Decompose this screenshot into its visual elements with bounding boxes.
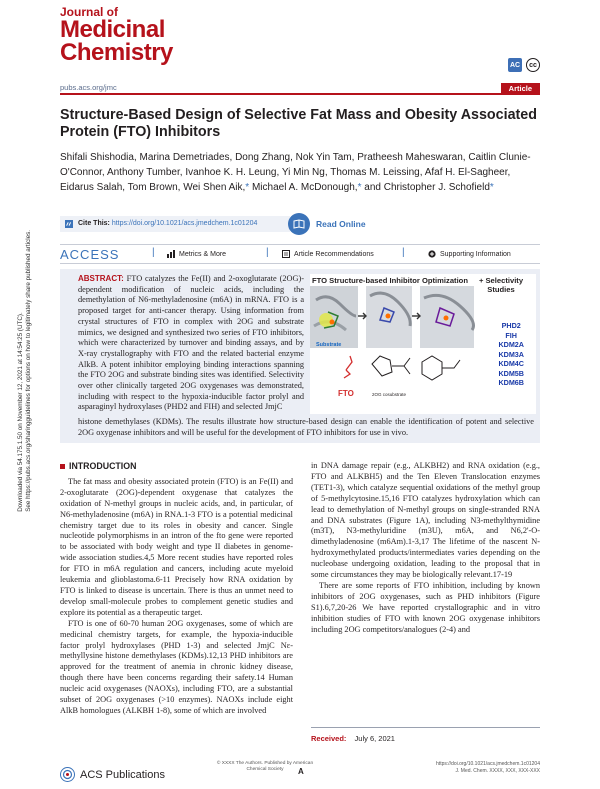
separator: | bbox=[152, 247, 155, 258]
side-note-line1: Downloaded via 54.175.1.50 on November 12, 2021 at 14:54:25 (UTC). bbox=[17, 312, 24, 512]
footer-doi-link[interactable]: https://doi.org/10.1021/acs.jmedchem.1c01204 bbox=[436, 761, 540, 767]
toc-fto-label: FTO bbox=[338, 389, 354, 398]
toc-structure-illustration bbox=[310, 286, 476, 412]
target-kdm2a: KDM2A bbox=[498, 340, 524, 349]
target-kdm5b: KDM5B bbox=[498, 368, 524, 378]
recommendations-link[interactable] bbox=[282, 250, 374, 258]
journal-logo-line2: Medicinal bbox=[60, 16, 165, 43]
toc-title-text: FTO Structure-based Inhibitor Optimization bbox=[312, 276, 468, 285]
intro-heading-text: INTRODUCTION bbox=[69, 461, 137, 471]
authors-end: and Christopher J. Schofield bbox=[361, 182, 490, 194]
side-note-line2[interactable]: See https://pubs.acs.org/sharingguidelines for options on how to legitimately share published articles. bbox=[25, 230, 32, 512]
author-list bbox=[60, 150, 540, 196]
supporting-info-link[interactable] bbox=[428, 250, 511, 258]
metrics-label: Metrics & More bbox=[179, 250, 227, 258]
access-label: ACCESS bbox=[60, 247, 120, 262]
corresponding-author-icon[interactable]: * bbox=[357, 182, 362, 194]
read-online-icon bbox=[288, 213, 310, 235]
author-choice-icon[interactable]: AC bbox=[508, 58, 522, 72]
corresponding-author-icon[interactable]: * bbox=[245, 182, 250, 194]
selectivity-target-list bbox=[498, 321, 524, 388]
toc-graphic[interactable] bbox=[310, 274, 536, 414]
metrics-icon bbox=[167, 250, 175, 258]
journal-logo-line1: Journal of bbox=[60, 5, 119, 19]
intro-paragraph-4: There are some reports of FTO inhibition, including by known inhibitors of 2OG oxygenases, such as PHD inhibitors (Figure S1).6,7,20-26 We have reported crystallographic and in vitro inhibition studies of FTO with known 2OG oxygenase inhibitors including 2OG competitors/analogues (2-4) and bbox=[311, 580, 540, 634]
cite-doi-link[interactable]: https://doi.org/10.1021/acs.jmedchem.1c01204 bbox=[111, 220, 258, 227]
corresponding-author-icon[interactable]: * bbox=[489, 182, 494, 194]
creative-commons-icon[interactable]: cc bbox=[526, 58, 540, 72]
read-online-button[interactable] bbox=[288, 212, 398, 236]
authors-text: Shifali Shishodia, Marina Demetriades, Dong Zhang, Nok Yin Tam, Pratheesh Maheswaran, Caitlin Clunie-O'Connor, Anthony Tumber, Ivanhoe K. H. Leung, Yi Min Ng, Thomas M. Leissing, Afaf H. El-Sagheer, Eidarus Salah, Tom Brown, Wei Shen Aik, bbox=[60, 152, 531, 194]
article-title: Structure-Based Design of Selective Fat Mass and Obesity Associated Protein (FTO) Inhibitors bbox=[60, 107, 537, 140]
target-kdm3a: KDM3A bbox=[498, 349, 524, 359]
intro-column-right bbox=[311, 461, 540, 636]
cite-row bbox=[60, 212, 540, 234]
cite-box bbox=[60, 216, 290, 232]
cite-label: Cite This: bbox=[78, 220, 110, 227]
received-value: July 6, 2021 bbox=[354, 734, 395, 743]
toc-cosubstrate-label: 2OG cosubstrate bbox=[372, 392, 407, 397]
supporting-info-icon bbox=[428, 250, 436, 258]
metrics-link[interactable] bbox=[167, 250, 226, 258]
target-fih: FIH bbox=[505, 330, 517, 340]
journal-logo[interactable] bbox=[60, 6, 190, 65]
access-bar bbox=[60, 244, 540, 264]
supporting-info-label: Supporting Information bbox=[440, 250, 511, 258]
header-divider bbox=[60, 93, 540, 95]
intro-paragraph-2: FTO is one of 60-70 human 2OG oxygenases, some of which are medicinal chemistry targets, for example, the hypoxia-inducible factor prolyl hydroxylases (PHD 1-3) and selected JmjC Nε-methyllysine histone demethylases (KDMs).12,13 PHD inhibitors are approved for the treatment of anemia in chronic kidney disease, though there have been concerns regarding their safety.14 Human nucleic acid oxygenases (NAOXs), including FTO, are a substantial subset of 2OG oxygenases (>10 enzymes). NAOXs include eight AlkB homologues (ALKBH 1-8), some of which are involved bbox=[60, 618, 293, 715]
page-footer bbox=[60, 759, 540, 785]
intro-paragraph-1: The fat mass and obesity associated protein (FTO) is an Fe(II) and 2-oxoglutarate (2OG)-dependent oxygenase that catalyzes the oxidation of N-methyl groups in nucleic acids, and, in particular, of N6-methyladenosine (m6A) in RNA.1-3 FTO is a potential medicinal chemistry target due to its roles in obesity and cancer. Single nucleotide polymorphisms in an intron of the fto gene were reported to be associated with body weight and type II diabetes in genome-wide association studies.4,5 More recent studies have reported roles for FTO in m6A regulation and cancers, including acute myeloid leukemia and glioblastoma.6-11 Precisely how RNA oxidation by FTO is linked to disease is uncertain. There is thus an unmet need to develop small-molecule probes to complement genetic studies and explore its potential as a therapeutic target. bbox=[60, 476, 293, 617]
copyright-notice: © XXXX The Authors. Published by American Chemical Society bbox=[216, 761, 314, 772]
article-icon bbox=[282, 250, 290, 258]
access-icons bbox=[508, 58, 540, 72]
abstract-body: FTO catalyzes the Fe(II) and 2-oxoglutarate (2OG)-dependent modification of nucleic acids, including the demethylation of N6-methyladenosine (m6A) in mRNA. FTO is a proposed target for anti-cancer therapy. Using information from crystal structures of FTO in complex with 2OG and substrate mimics, we designed and synthesized two series of FTO inhibitors, which were characterized by turnover and binding assays, and by X-ray crystallography with FTO and the related bacterial enzyme AlkB. A potent inhibitor employing binding interactions spanning the FTO 2OG and substrate binding sites was identified. Selectivity over other clinically targeted 2OG oxygenases was demonstrated, including with respect to the hypoxia-inducible factor prolyl and asparaginyl hydroxylases (PHD2 and FIH) and selected JmjC bbox=[78, 274, 305, 412]
journal-url[interactable]: pubs.acs.org/jmc bbox=[60, 83, 117, 92]
footer-citation: J. Med. Chem. XXXX, XXX, XXX-XXX bbox=[455, 767, 540, 774]
target-kdm6b: KDM6B bbox=[498, 378, 524, 387]
page-number: A bbox=[298, 767, 304, 776]
received-date bbox=[311, 727, 540, 743]
journal-logo-line3: Chemistry bbox=[60, 39, 173, 66]
authors-mid: Michael A. McDonough, bbox=[249, 182, 358, 194]
acs-publications-logo[interactable] bbox=[60, 767, 165, 782]
separator: | bbox=[402, 247, 405, 258]
cite-icon bbox=[65, 220, 73, 228]
recommendations-label: Article Recommendations bbox=[294, 250, 374, 258]
toc-selectivity: + Selectivity Studies bbox=[478, 276, 524, 294]
target-kdm4c: KDM4C bbox=[498, 359, 524, 368]
article-type-badge: Article bbox=[501, 83, 540, 95]
intro-heading bbox=[60, 461, 293, 472]
download-side-note bbox=[2, 230, 32, 560]
section-bullet-icon bbox=[60, 464, 65, 469]
read-online-label: Read Online bbox=[316, 219, 366, 229]
target-phd2: PHD2 bbox=[501, 321, 521, 330]
received-label: Received: bbox=[311, 734, 347, 743]
intro-paragraph-3: in DNA damage repair (e.g., ALKBH2) and RNA oxidation (e.g., FTO and ALKBH5) and the Ten Eleven Translocation enzymes (TET1-3), which catalyze sequential oxidations of the methyl group of 5-methylcytosine.15,16 FTO catalyzes hydroxylation which can lead to demethylation of N-methyl groups on single-stranded RNA and DNA substrates (Figure 1A), including N3-methylthymidine (m3T), N3-methyluridine (m3U), m6A, and N6,2'-O-dimethyladenosine (m6Am).1-3,17 The lifetime of the nascent N-hydroxymethylated products/intermediates varies depending on the nucleobase undergoing oxidation, leading to the proposal that in some circumstances they may be biologically relevant.17-19 bbox=[311, 461, 540, 580]
abstract-body-continued: histone demethylases (KDMs). The results illustrate how structure-based design can enable the identification of potent and selective 2OG oxygenase inhibitors and will be useful for the development of FTO inhibitors for use in vivo. bbox=[78, 417, 534, 437]
toc-substrate-label: Substrate bbox=[316, 342, 342, 348]
acs-logo-icon bbox=[60, 767, 75, 782]
intro-column-left bbox=[60, 461, 293, 717]
publisher-name: ACS Publications bbox=[80, 768, 165, 781]
abstract-label: ABSTRACT: bbox=[78, 274, 124, 283]
separator: | bbox=[266, 247, 269, 258]
footer-doi bbox=[436, 761, 540, 774]
abstract-text bbox=[78, 274, 304, 413]
